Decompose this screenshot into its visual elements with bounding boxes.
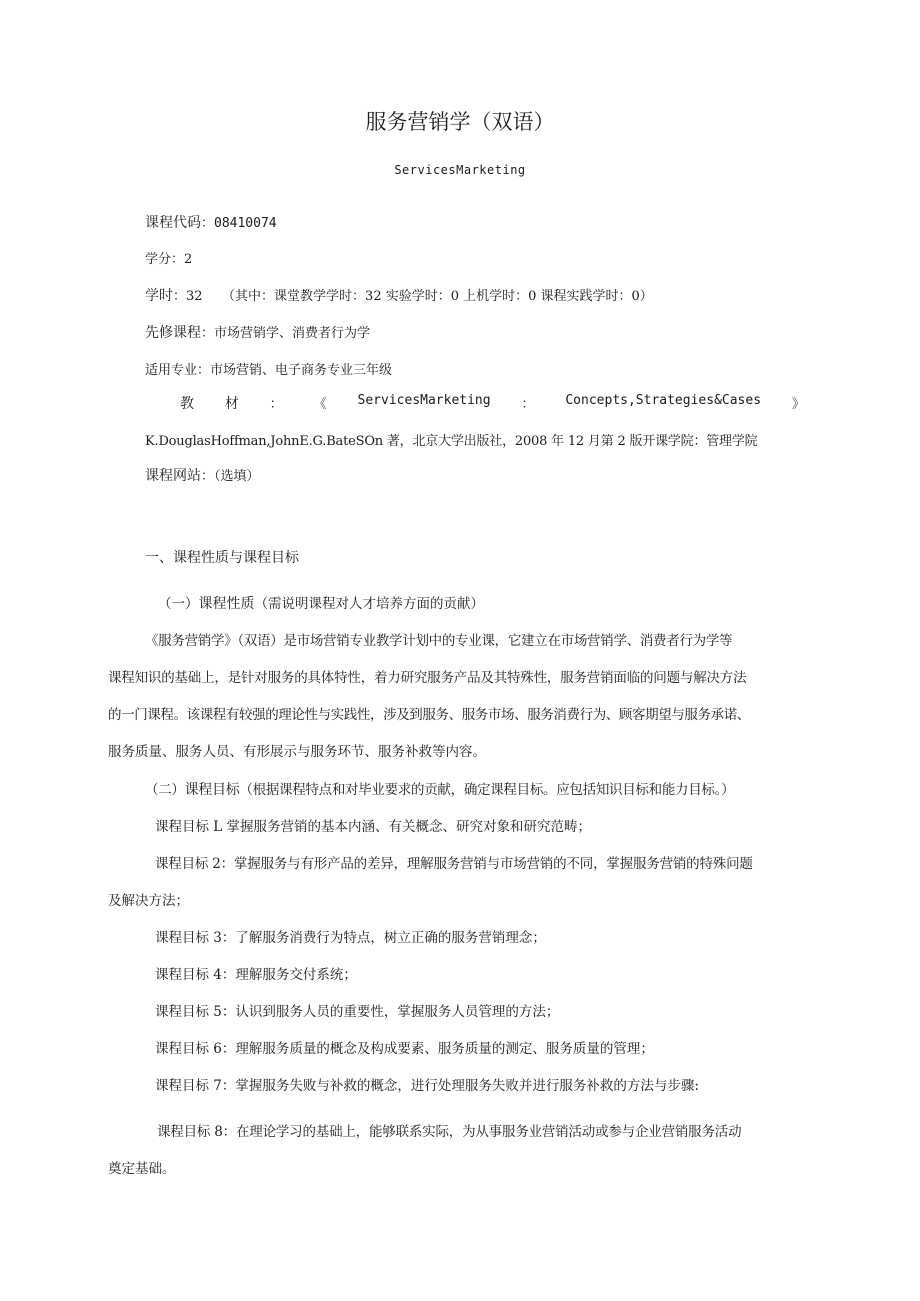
textbook-colon: ：: [269, 397, 283, 412]
course-website-value: ：（选填）: [201, 469, 260, 484]
nature-note: （需说明课程对人才培养方面的贡献）: [254, 596, 484, 612]
goal-item: 课程目标 4：理解服务交付系统；: [155, 967, 357, 983]
goal-item: 课程目标 3：了解服务消费行为特点，树立正确的服务营销理念；: [155, 930, 546, 946]
course-code-label: 课程代码: [145, 215, 201, 231]
goal-item: 课程目标 2：掌握服务与有形产品的差异，理解服务营销与市场营销的不同，掌握服务营销的特殊问题: [155, 856, 753, 872]
section-heading: 一、课程性质与课程目标: [145, 550, 299, 566]
textbook-label-char-2: 材: [224, 396, 239, 412]
course-code-value: ：08410074: [201, 216, 277, 231]
course-credit: 学分：2: [145, 252, 193, 267]
course-code: [145, 212, 277, 232]
textbook-open-quote: 《: [313, 397, 327, 412]
goals-label: 课程目标: [184, 782, 240, 798]
document-title: 服务营销学（双语）: [365, 110, 555, 134]
course-website-label: 课程网站: [145, 468, 201, 484]
nature-paragraph-line: 服务质量、服务人员、有形展示与服务环节、服务补救等内容。: [108, 744, 486, 760]
prerequisite-courses: [145, 322, 370, 342]
nature-paragraph-line: 《服务营销学》（双语）是市场营销专业教学计划中的专业课，它建立在市场营销学、消费者行为学等: [145, 633, 733, 649]
goal-item: 课程目标 L 掌握服务营销的基本内涵、有关概念、研究对象和研究范畴；: [155, 819, 592, 835]
nature-prefix: （一）: [158, 596, 199, 612]
document-subtitle: ServicesMarketing: [394, 163, 526, 177]
goal-item-continued: 及解决方法；: [108, 893, 189, 909]
course-hours-label: 学时: [145, 288, 173, 304]
textbook-close-quote: 》: [791, 397, 805, 412]
textbook-title-colon: ：: [521, 397, 535, 412]
prerequisite-label: 先修课程: [145, 325, 201, 341]
goal-item: 课程目标 8：在理论学习的基础上，能够联系实际，为从事服务业营销活动或参与企业营销服务活动: [157, 1124, 742, 1140]
goal-item: 课程目标 7：掌握服务失败与补救的概念，进行处理服务失败并进行服务补救的方法与步骤:: [155, 1078, 699, 1094]
goal-item-continued: 奠定基础。: [108, 1161, 176, 1177]
goal-item: 课程目标 5：认识到服务人员的重要性，掌握服务人员管理的方法；: [155, 1004, 560, 1020]
course-hours: [145, 285, 653, 305]
textbook-line-2: K.DouglasHoffman,JohnE.G.BateSOn 著，北京大学出版社，2008 年 12 月第 2 版开课学院：管理学院: [145, 434, 758, 449]
nature-heading: [158, 592, 484, 613]
nature-paragraph-line: 课程知识的基础上，是针对服务的具体特性，着力研究服务产品及其特殊性，服务营销面临的问题与解决方法: [108, 670, 747, 686]
nature-label: 课程性质: [198, 596, 255, 612]
goals-prefix: （二）: [145, 782, 185, 798]
course-website: [145, 465, 260, 485]
nature-paragraph-line: 的一门课程。该课程有较强的理论性与实践性，涉及到服务、服务市场、服务消费行为、顾客期望与服务承诺、: [108, 707, 750, 723]
course-hours-value: ：32 （其中：课堂教学学时：32 实验学时：0 上机学时：0 课程实践学时：0）: [173, 289, 653, 304]
textbook-title: ServicesMarketing: [357, 393, 491, 408]
textbook-subtitle: Concepts,Strategies&Cases: [565, 393, 762, 408]
prerequisite-value: ：市场营销学、消费者行为学: [201, 326, 371, 341]
goals-heading: [145, 778, 734, 799]
textbook-label-char-1: 教: [180, 396, 194, 412]
applicable-major: 适用专业：市场营销、电子商务专业三年级: [145, 363, 393, 378]
goal-item: 课程目标 6：理解服务质量的概念及构成要素、服务质量的测定、服务质量的管理；: [155, 1041, 654, 1057]
textbook-line-1: [180, 393, 805, 413]
goals-note: （根据课程特点和对毕业要求的贡献，确定课程目标。应包括知识目标和能力目标。）: [239, 782, 735, 798]
